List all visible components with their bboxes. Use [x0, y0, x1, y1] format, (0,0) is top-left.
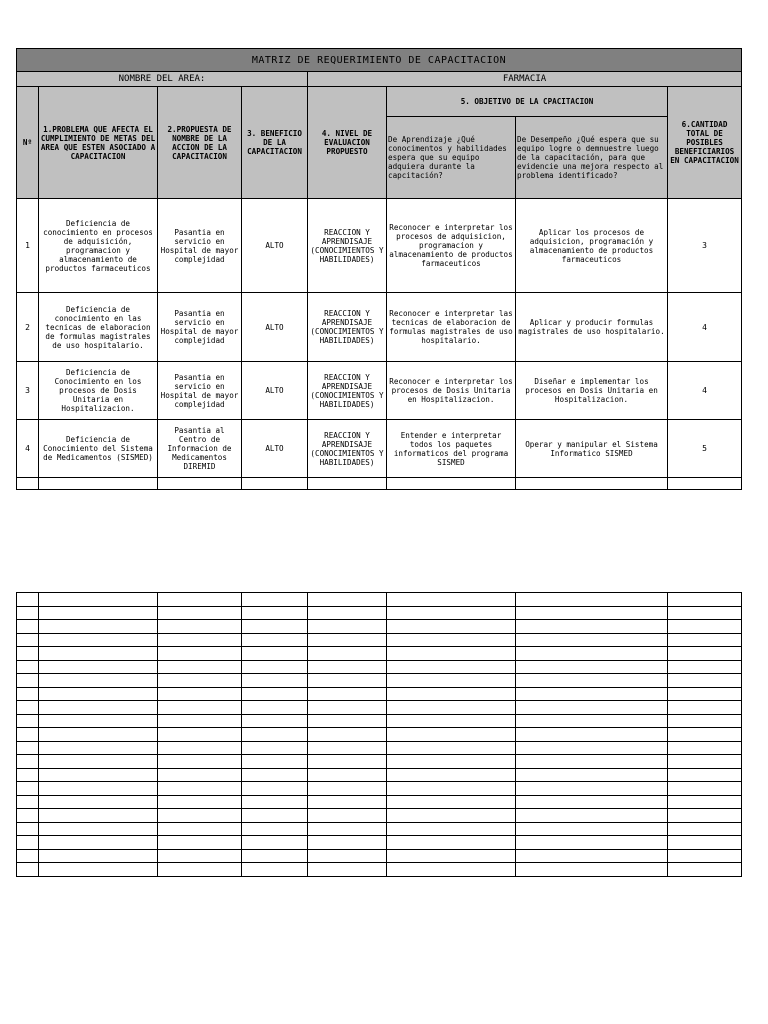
header-desempeno: De Desempeño ¿Qué espera que su equipo logre o demnuestre luego de la capacitación, para que evidencie una mejora respecto al problema identificado? [516, 117, 668, 199]
row-problema: Deficiencia de Conocimiento del Sistema de Medicamentos (SISMED) [39, 420, 158, 478]
blank-grid-cell [158, 687, 242, 701]
blank-grid-cell [39, 701, 158, 715]
blank-grid-row [17, 620, 742, 634]
row-beneficio: ALTO [242, 293, 308, 362]
header-propuesta: 2.PROPUESTA DE NOMBRE DE LA ACCION DE LA CAPACITACION [158, 87, 242, 199]
table-row [17, 199, 742, 293]
blank-grid-cell [17, 809, 39, 823]
blank-grid-cell [387, 674, 516, 688]
row-num: 3 [17, 362, 39, 420]
row-aprendizaje: Reconocer e interpretar los procesos de adquisicion, programacion y almacenamiento de productos farmaceuticos [387, 199, 516, 293]
row-nivel: REACCION Y APRENDISAJE (CONOCIMIENTOS Y HABILIDADES) [308, 420, 387, 478]
blank-grid-cell [668, 822, 742, 836]
blank-grid-cell [39, 728, 158, 742]
blank-grid-cell [158, 633, 242, 647]
blank-grid-cell [158, 836, 242, 850]
blank-grid-cell [39, 687, 158, 701]
blank-grid-cell [158, 795, 242, 809]
blank-grid-cell [308, 836, 387, 850]
blank-grid-cell [242, 795, 308, 809]
blank-grid-cell [242, 836, 308, 850]
header-objetivo: 5. OBJETIVO DE LA CPACITACION [387, 87, 668, 117]
blank-grid-cell [516, 863, 668, 877]
blank-grid-cell [158, 660, 242, 674]
blank-grid-cell [39, 782, 158, 796]
row-problema: Deficiencia de conocimiento en las tecnicas de elaboracion de formulas magistrales de uso hospitalario. [39, 293, 158, 362]
blank-grid-cell [308, 674, 387, 688]
blank-grid-cell [308, 863, 387, 877]
blank-grid-cell [39, 768, 158, 782]
blank-grid-cell [516, 674, 668, 688]
blank-grid-cell [516, 795, 668, 809]
blank-grid-cell [242, 701, 308, 715]
header-cantidad: 6.CANTIDAD TOTAL DE POSIBLES BENEFICIARIOS EN CAPACITACION [668, 87, 742, 199]
blank-grid-cell [308, 647, 387, 661]
blank-grid-cell [387, 606, 516, 620]
blank-grid-cell [668, 728, 742, 742]
blank-grid-cell [387, 809, 516, 823]
blank-grid-cell [242, 647, 308, 661]
blank-grid-cell [387, 755, 516, 769]
blank-grid-cell [387, 593, 516, 607]
blank-grid-row [17, 701, 742, 715]
blank-grid-row [17, 782, 742, 796]
blank-grid-cell [668, 606, 742, 620]
blank-grid-cell [516, 741, 668, 755]
blank-grid-row [17, 606, 742, 620]
blank-grid [16, 592, 742, 877]
blank-grid-cell [17, 701, 39, 715]
blank-grid-row [17, 660, 742, 674]
row-aprendizaje: Reconocer e interpretar las tecnicas de elaboracion de formulas magistrales de uso hospitalario. [387, 293, 516, 362]
blank-grid-cell [17, 606, 39, 620]
blank-grid-cell [308, 701, 387, 715]
blank-grid-cell [39, 741, 158, 755]
header-beneficio: 3. BENEFICIO DE LA CAPACITACION [242, 87, 308, 199]
blank-grid-cell [308, 606, 387, 620]
blank-grid-cell [308, 768, 387, 782]
header-nivel: 4. NIVEL DE EVALUACION PROPUESTO [308, 87, 387, 199]
blank-grid-cell [158, 782, 242, 796]
blank-grid-cell [387, 768, 516, 782]
blank-grid-cell [242, 809, 308, 823]
blank-grid-cell [387, 836, 516, 850]
blank-grid-cell [308, 633, 387, 647]
blank-grid-cell [668, 714, 742, 728]
table-row [17, 420, 742, 478]
blank-grid-cell [158, 849, 242, 863]
table-row-empty [17, 478, 742, 490]
table-row [17, 293, 742, 362]
row-problema: Deficiencia de Conocimiento en los procesos de Dosis Unitaria en Hospitalizacion. [39, 362, 158, 420]
blank-grid-cell [39, 620, 158, 634]
blank-grid-cell [17, 714, 39, 728]
blank-grid-cell [308, 593, 387, 607]
blank-grid-cell [668, 633, 742, 647]
blank-grid-cell [242, 768, 308, 782]
blank-grid-cell [668, 660, 742, 674]
row-beneficio: ALTO [242, 199, 308, 293]
blank-grid-cell [17, 687, 39, 701]
blank-grid-cell [668, 687, 742, 701]
blank-grid-cell [516, 809, 668, 823]
blank-grid-cell [516, 755, 668, 769]
blank-grid-cell [308, 741, 387, 755]
blank-grid-cell [242, 782, 308, 796]
blank-grid-cell [387, 701, 516, 715]
blank-grid-cell [668, 809, 742, 823]
blank-grid-row [17, 849, 742, 863]
row-num: 1 [17, 199, 39, 293]
blank-grid-row [17, 714, 742, 728]
blank-grid-cell [17, 849, 39, 863]
blank-grid-row [17, 633, 742, 647]
blank-grid-cell [158, 714, 242, 728]
blank-grid-row [17, 741, 742, 755]
blank-grid-cell [158, 593, 242, 607]
blank-grid-cell [516, 593, 668, 607]
blank-grid-cell [39, 809, 158, 823]
blank-grid-cell [387, 822, 516, 836]
blank-grid-cell [516, 660, 668, 674]
blank-grid-cell [39, 755, 158, 769]
blank-grid-cell [39, 647, 158, 661]
blank-grid-row [17, 674, 742, 688]
blank-grid-cell [158, 606, 242, 620]
blank-grid-cell [668, 768, 742, 782]
blank-grid-cell [516, 701, 668, 715]
row-beneficio: ALTO [242, 362, 308, 420]
row-cantidad: 5 [668, 420, 742, 478]
blank-grid-cell [308, 809, 387, 823]
row-propuesta: Pasantia en servicio en Hospital de mayor complejidad [158, 293, 242, 362]
row-propuesta: Pasantia en servicio en Hospital de mayor complejidad [158, 362, 242, 420]
blank-grid-cell [17, 755, 39, 769]
blank-grid-cell [387, 728, 516, 742]
blank-grid-cell [516, 620, 668, 634]
blank-grid-cell [39, 849, 158, 863]
blank-grid-cell [387, 620, 516, 634]
row-problema: Deficiencia de conocimiento en procesos de adquisición, programacion y almacenamiento de productos farmaceuticos [39, 199, 158, 293]
blank-grid-cell [158, 647, 242, 661]
blank-grid-cell [308, 728, 387, 742]
blank-grid-cell [39, 795, 158, 809]
blank-grid-row [17, 863, 742, 877]
blank-grid-cell [668, 593, 742, 607]
blank-grid-cell [387, 795, 516, 809]
blank-grid-cell [516, 728, 668, 742]
blank-grid-cell [516, 647, 668, 661]
blank-grid-cell [158, 741, 242, 755]
blank-grid-cell [668, 795, 742, 809]
row-nivel: REACCION Y APRENDISAJE (CONOCIMIENTOS Y HABILIDADES) [308, 362, 387, 420]
blank-grid-row [17, 647, 742, 661]
blank-grid-cell [39, 822, 158, 836]
blank-grid-cell [39, 633, 158, 647]
header-problema: 1.PROBLEMA QUE AFECTA EL CUMPLIMIENTO DE METAS DEL AREA QUE ESTEN ASOCIADO A CAPACITACION [39, 87, 158, 199]
blank-grid-cell [39, 674, 158, 688]
blank-grid-cell [516, 849, 668, 863]
blank-grid-cell [39, 863, 158, 877]
blank-grid-cell [668, 863, 742, 877]
blank-grid-cell [17, 728, 39, 742]
blank-grid-cell [387, 647, 516, 661]
blank-grid-cell [158, 620, 242, 634]
blank-grid-cell [242, 660, 308, 674]
blank-grid-cell [17, 620, 39, 634]
blank-grid-row [17, 593, 742, 607]
blank-grid-cell [17, 782, 39, 796]
blank-grid-cell [668, 849, 742, 863]
blank-grid-cell [308, 755, 387, 769]
blank-grid-cell [17, 633, 39, 647]
blank-grid-cell [39, 714, 158, 728]
blank-grid-cell [158, 728, 242, 742]
blank-grid-cell [308, 822, 387, 836]
blank-grid-cell [39, 593, 158, 607]
blank-grid-cell [17, 795, 39, 809]
blank-grid-cell [242, 606, 308, 620]
blank-grid-cell [668, 836, 742, 850]
blank-grid-row [17, 809, 742, 823]
blank-grid-cell [387, 741, 516, 755]
blank-grid-cell [17, 660, 39, 674]
blank-grid-cell [242, 728, 308, 742]
blank-grid-cell [668, 674, 742, 688]
table-row [17, 362, 742, 420]
blank-grid-cell [516, 822, 668, 836]
row-aprendizaje: Reconocer e interpretar los procesos de Dosis Unitaria en Hospitalizacion. [387, 362, 516, 420]
row-desempeno: Operar y manipular el Sistema Informatico SISMED [516, 420, 668, 478]
blank-grid-cell [242, 674, 308, 688]
blank-grid-cell [516, 714, 668, 728]
blank-grid-cell [516, 687, 668, 701]
blank-grid-row [17, 822, 742, 836]
blank-grid-cell [17, 768, 39, 782]
blank-grid-cell [242, 849, 308, 863]
row-desempeno: Diseñar e implementar los procesos en Dosis Unitaria en Hospitalizacion. [516, 362, 668, 420]
blank-grid-cell [242, 741, 308, 755]
blank-grid-cell [387, 782, 516, 796]
blank-grid-cell [668, 741, 742, 755]
matrix-title: MATRIZ DE REQUERIMIENTO DE CAPACITACION [17, 49, 742, 72]
blank-grid-cell [242, 863, 308, 877]
header-num: Nº [17, 87, 39, 199]
row-desempeno: Aplicar y producir formulas magistrales de uso hospitalario. [516, 293, 668, 362]
blank-grid-cell [308, 782, 387, 796]
blank-grid-cell [308, 714, 387, 728]
blank-grid-cell [158, 755, 242, 769]
blank-grid-cell [242, 593, 308, 607]
blank-grid-row [17, 795, 742, 809]
blank-grid-cell [668, 620, 742, 634]
blank-grid-cell [387, 863, 516, 877]
training-requirement-matrix [16, 48, 742, 490]
blank-grid-cell [668, 647, 742, 661]
blank-grid-cell [387, 660, 516, 674]
blank-grid-cell [668, 755, 742, 769]
blank-grid-cell [516, 633, 668, 647]
blank-grid-cell [17, 741, 39, 755]
blank-grid-cell [17, 674, 39, 688]
blank-grid-cell [17, 647, 39, 661]
blank-grid-cell [516, 768, 668, 782]
row-beneficio: ALTO [242, 420, 308, 478]
blank-grid-cell [308, 687, 387, 701]
blank-grid-cell [17, 822, 39, 836]
row-num: 4 [17, 420, 39, 478]
blank-grid-cell [242, 755, 308, 769]
blank-grid-row [17, 836, 742, 850]
blank-grid-cell [39, 836, 158, 850]
blank-grid-cell [242, 633, 308, 647]
row-propuesta: Pasantia en servicio en Hospital de mayor complejidad [158, 199, 242, 293]
blank-grid-cell [17, 593, 39, 607]
blank-grid-row [17, 687, 742, 701]
row-cantidad: 4 [668, 362, 742, 420]
blank-grid-cell [158, 863, 242, 877]
blank-grid-cell [242, 822, 308, 836]
area-value: FARMACIA [308, 72, 742, 87]
blank-grid-cell [158, 674, 242, 688]
blank-grid-cell [668, 782, 742, 796]
blank-grid-cell [39, 606, 158, 620]
blank-grid-cell [308, 795, 387, 809]
row-desempeno: Aplicar los procesos de adquisicion, programación y almacenamiento de productos farmaceuticos [516, 199, 668, 293]
blank-grid-cell [17, 863, 39, 877]
blank-grid-cell [242, 620, 308, 634]
blank-grid-row [17, 728, 742, 742]
blank-grid-cell [387, 849, 516, 863]
blank-grid-cell [516, 606, 668, 620]
row-num: 2 [17, 293, 39, 362]
area-label: NOMBRE DEL AREA: [17, 72, 308, 87]
blank-grid-row [17, 755, 742, 769]
blank-grid-cell [39, 660, 158, 674]
row-aprendizaje: Entender e interpretar todos los paquetes informaticos del programa SISMED [387, 420, 516, 478]
blank-grid-cell [17, 836, 39, 850]
blank-grid-cell [387, 714, 516, 728]
blank-grid-cell [158, 768, 242, 782]
blank-grid-cell [308, 660, 387, 674]
row-nivel: REACCION Y APRENDISAJE (CONOCIMIENTOS Y HABILIDADES) [308, 199, 387, 293]
row-propuesta: Pasantia al Centro de Informacion de Medicamentos DIREMID [158, 420, 242, 478]
blank-grid-cell [242, 714, 308, 728]
row-cantidad: 3 [668, 199, 742, 293]
row-nivel: REACCION Y APRENDISAJE (CONOCIMIENTOS Y HABILIDADES) [308, 293, 387, 362]
blank-grid-cell [516, 836, 668, 850]
blank-grid-cell [387, 633, 516, 647]
blank-grid-cell [158, 822, 242, 836]
blank-grid-cell [308, 620, 387, 634]
blank-grid-cell [158, 701, 242, 715]
blank-grid-cell [242, 687, 308, 701]
blank-grid-cell [308, 849, 387, 863]
blank-grid-cell [387, 687, 516, 701]
row-cantidad: 4 [668, 293, 742, 362]
blank-grid-cell [158, 809, 242, 823]
blank-grid-row [17, 768, 742, 782]
blank-grid-cell [516, 782, 668, 796]
header-aprendizaje: De Aprendizaje ¿Qué conocimentos y habilidades espera que su equipo adquiera durante la capcitación? [387, 117, 516, 199]
blank-grid-cell [668, 701, 742, 715]
